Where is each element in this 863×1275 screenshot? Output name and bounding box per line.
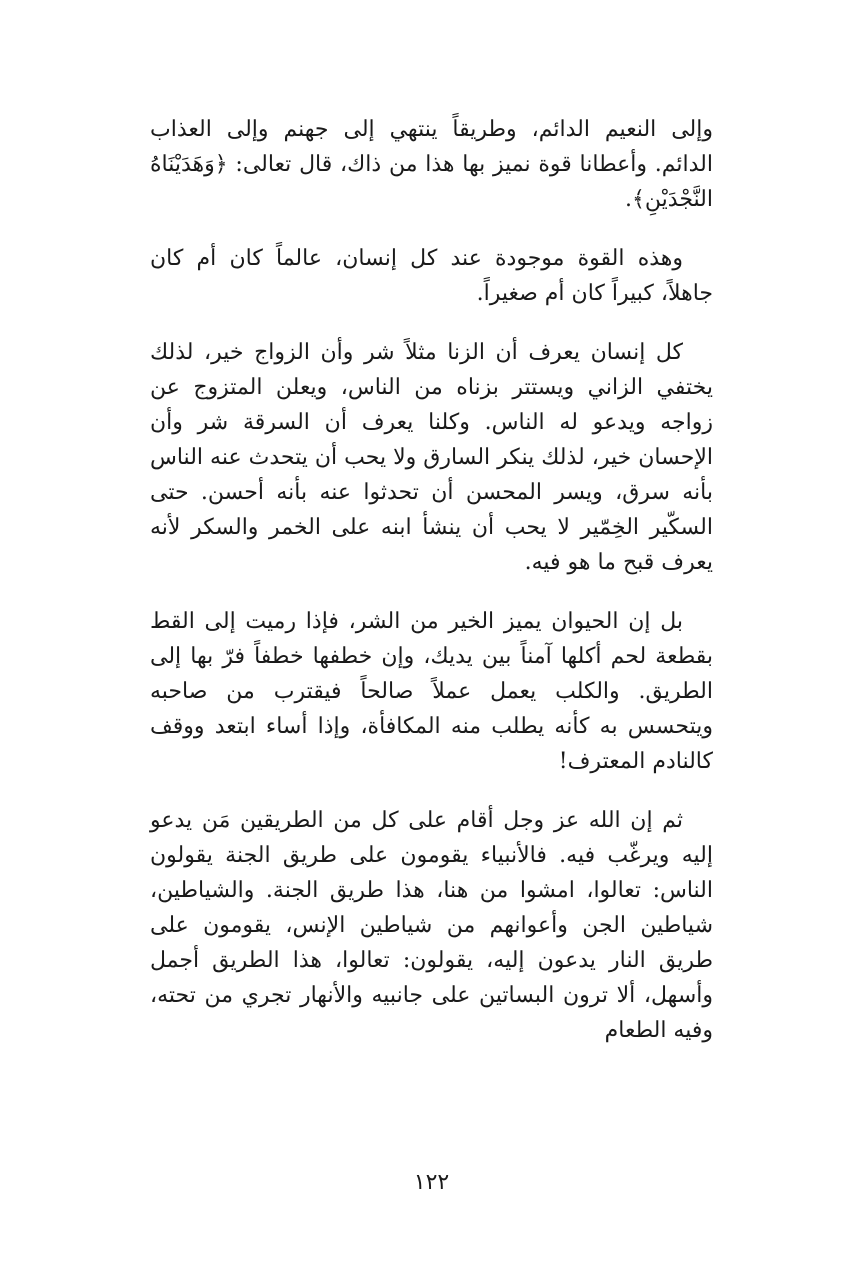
paragraph-4: بل إن الحيوان يميز الخير من الشر، فإذا رميت إلى القط بقطعة لحم أكلها آمناً بين يديك، وإن خطفها خطفاً فرّ بها إلى الطريق. والكلب يعمل عملاً صالحاً فيقترب من صاحبه ويتحسس به كأنه يطلب منه المكافأة، وإذا أساء ابتعد ووقف كالنادم المعترف! — [150, 609, 714, 774]
paragraph-5: ثم إن الله عز وجل أقام على كل من الطريقين مَن يدعو إليه ويرغّب فيه. فالأنبياء يقومون على طريق الجنة يقولون الناس: تعالوا، امشوا من هنا، هذا طريق الجنة. والشياطين، شياطين الجن وأعوانهم من شياطين الإنس، يقومون على طريق النار يدعون إليه، يقولون: تعالوا، هذا الطريق أجمل وأسهل، ألا ترون البساتين على جانبيه والأنهار تجري من تحته، وفيه الطعام — [150, 808, 713, 1043]
paragraph-2: وهذه القوة موجودة عند كل إنسان، عالماً كان أم كان جاهلاً، كبيراً كان أم صغيراً. — [150, 246, 713, 306]
page-body — [150, 112, 713, 1072]
paragraph-1: وإلى النعيم الدائم، وطريقاً ينتهي إلى جهنم وإلى العذاب الدائم. وأعطانا قوة نميز بها هذا من ذاك، قال تعالى: ﴿وَهَدَيْنَاهُ النَّجْدَيْنِ﴾. — [150, 117, 713, 212]
paragraph-3: كل إنسان يعرف أن الزنا مثلاً شر وأن الزواج خير، لذلك يختفي الزاني ويستتر بزناه من الناس، ويعلن المتزوج عن زواجه ويدعو له الناس. وكلنا يعرف أن السرقة شر وأن الإحسان خير، لذلك ينكر السارق ولا يحب أن يتحدث عنه الناس بأنه سرق، ويسر المحسن أن تحدثوا عنه بأنه أحسن. حتى السكّير الخِمّير لا يحب أن ينشأ ابنه على الخمر والسكر لأنه يعرف قبح ما هو فيه. — [150, 340, 713, 575]
page-number: ١٢٢ — [413, 1170, 450, 1195]
